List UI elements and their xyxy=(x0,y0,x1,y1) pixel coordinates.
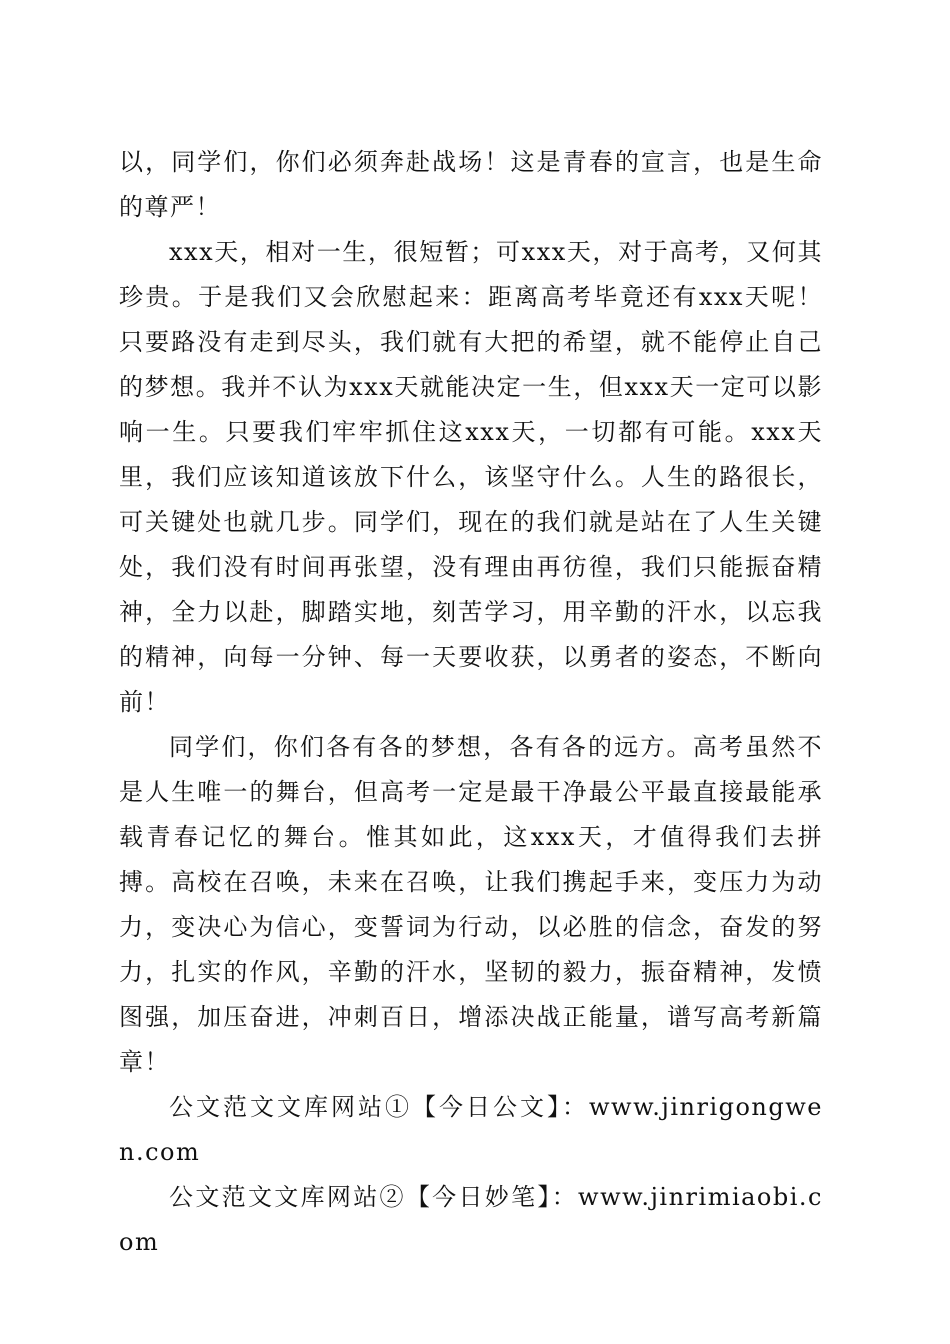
paragraph-continuation: 以，同学们，你们必须奔赴战场！这是青春的宣言，也是生命的尊严！ xyxy=(119,148,823,221)
document-body xyxy=(119,140,823,1265)
paragraph-dreams: 同学们，你们各有各的梦想，各有各的远方。高考虽然不是人生唯一的舞台，但高考一定是最干净最公平最直接最能承载青春记忆的舞台。惟其如此，这xxx天，才值得我们去拼搏。高校在召唤，未来在召唤，让我们携起手来，变压力为动力，变决心为信心，变誓词为行动，以必胜的信念，奋发的努力，扎实的作风，辛勤的汗水，坚韧的毅力，振奋精神，发愤图强，加压奋进，冲刺百日，增添决战正能量，谱写高考新篇章！ xyxy=(119,733,823,1076)
footer-site-link-1: 公文范文文库网站①【今日公文】：www.jinrigongwen.com xyxy=(119,1093,823,1166)
footer-site-link-2: 公文范文文库网站②【今日妙笔】：www.jinrimiaobi.com xyxy=(119,1183,823,1256)
paragraph-xxx-days: xxx天，相对一生，很短暂；可xxx天，对于高考，又何其珍贵。于是我们又会欣慰起来：距离高考毕竟还有xxx天呢！只要路没有走到尽头，我们就有大把的希望，就不能停止自己的梦想。我并不认为xxx天就能决定一生，但xxx天一定可以影响一生。只要我们牢牢抓住这xxx天，一切都有可能。xxx天里，我们应该知道该放下什么，该坚守什么。人生的路很长，可关键处也就几步。同学们，现在的我们就是站在了人生关键处，我们没有时间再张望，没有理由再彷徨，我们只能振奋精神，全力以赴，脚踏实地，刻苦学习，用辛勤的汗水，以忘我的精神，向每一分钟、每一天要收获，以勇者的姿态，不断向前！ xyxy=(119,238,823,716)
